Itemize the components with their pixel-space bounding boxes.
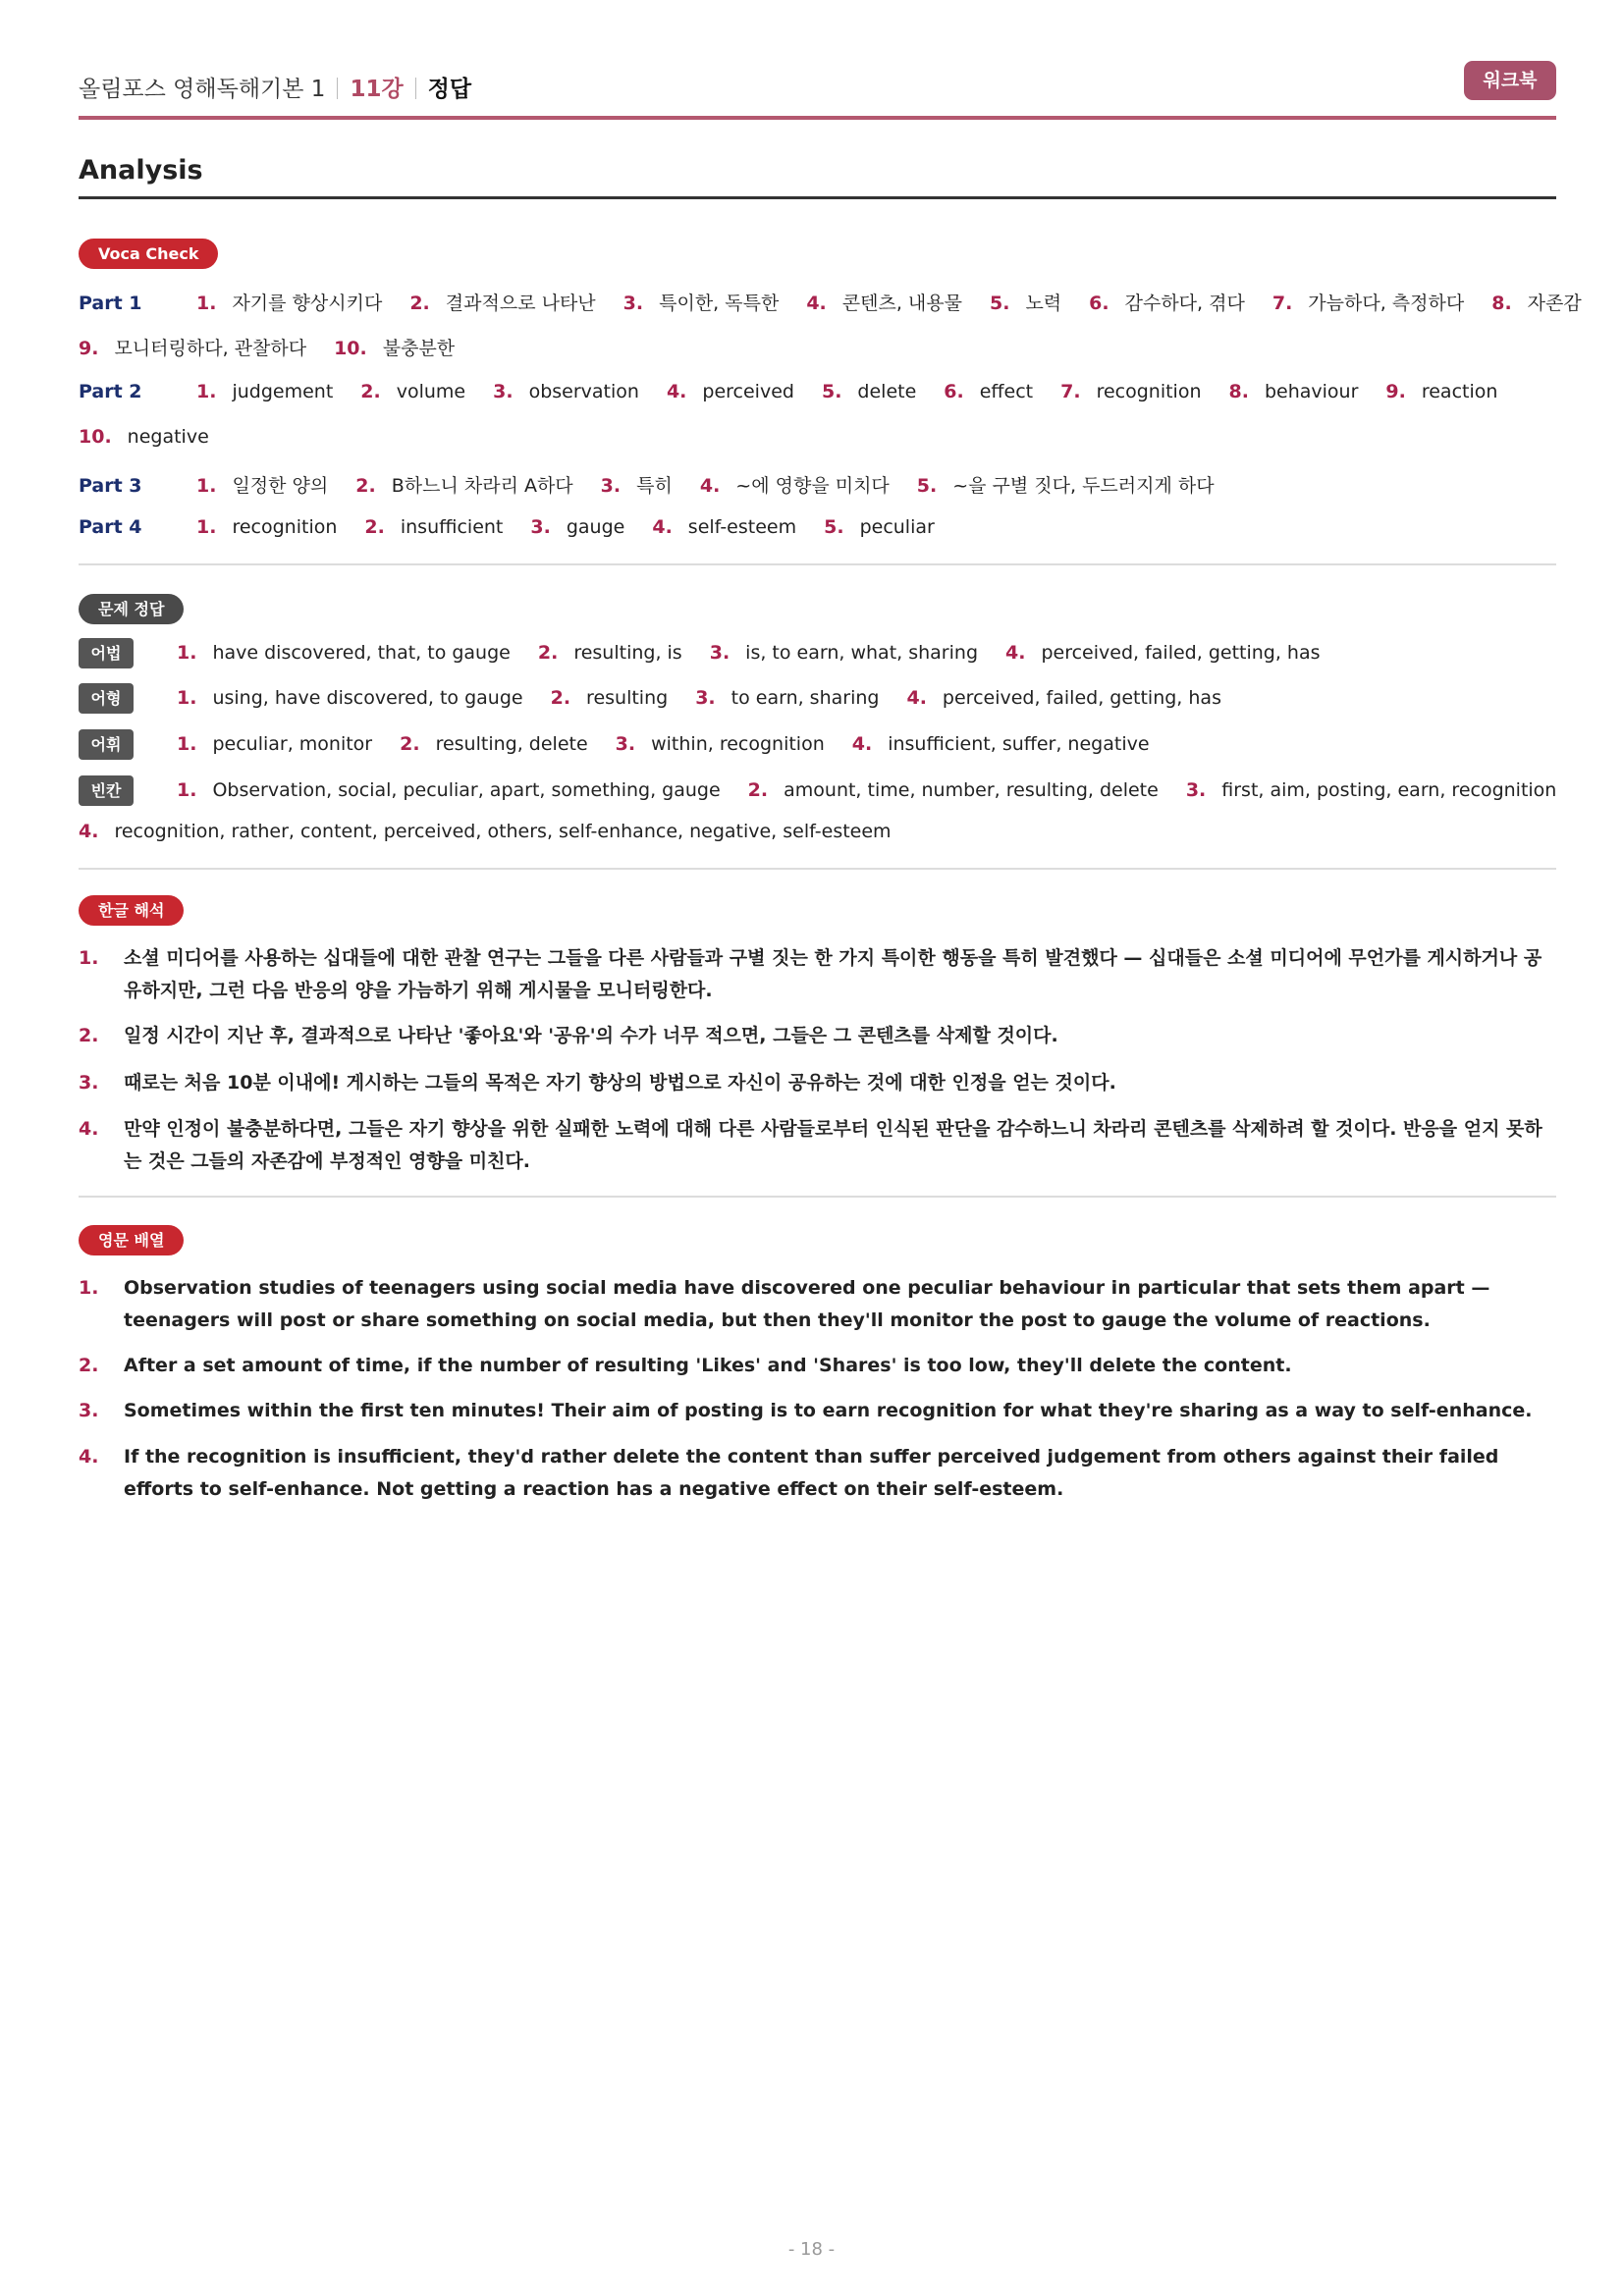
list-item [824, 516, 935, 538]
item-number: 4. [851, 733, 873, 755]
voca-items [79, 338, 482, 359]
list-item [196, 381, 333, 402]
item-number: 3. [79, 1400, 99, 1421]
part-label: Part 2 [79, 381, 142, 402]
list-item [334, 338, 455, 359]
page-number: - 18 - [787, 2239, 836, 2260]
list-item [538, 642, 682, 664]
item-number: 5. [824, 516, 844, 538]
item-number: 8. [1491, 293, 1512, 314]
item-number: 2. [364, 516, 385, 538]
item-number: 1. [177, 733, 197, 755]
list-item [530, 516, 624, 538]
item-text: effect [979, 381, 1034, 402]
item-text: behaviour [1264, 381, 1359, 402]
list-item [601, 475, 673, 497]
list-item [1089, 293, 1245, 314]
item-text: negative [127, 426, 209, 448]
item-text: 결과적으로 나타난 [445, 293, 596, 314]
item-text: delete [857, 381, 917, 402]
list-item [360, 381, 465, 402]
korean-item [79, 1113, 1556, 1178]
item-text: 자존감 [1527, 293, 1582, 314]
english-text: After a set amount of time, if the number of resulting 'Likes' and 'Shares' is too low, they'll delete the content. [124, 1355, 1292, 1376]
item-text: 콘텐츠, 내용물 [841, 293, 962, 314]
voca-part2-row2 [79, 426, 237, 448]
section-divider [79, 563, 1556, 565]
answer-items [177, 687, 1249, 709]
item-number: 8. [1228, 381, 1249, 402]
korean-text: 일정 시간이 지난 후, 결과적으로 나타난 '좋아요'와 '공유'의 수가 너무 적으면, 그들은 그 콘텐츠를 삭제할 것이다. [124, 1025, 1058, 1046]
list-item [400, 733, 588, 755]
item-number: 9. [79, 338, 99, 359]
list-item [1005, 642, 1321, 664]
section-title: 정답 [427, 77, 472, 102]
list-item [667, 381, 794, 402]
grammar-tag: 어법 [79, 638, 134, 668]
item-text: is, to earn, what, sharing [745, 642, 979, 664]
voca-items [196, 475, 1242, 497]
answer-items [177, 642, 1348, 664]
part-label: Part 4 [79, 516, 142, 538]
item-text: 모니터링하다, 관찰하다 [114, 338, 307, 359]
item-number: 2. [537, 642, 559, 664]
list-item [906, 687, 1221, 709]
list-item [623, 293, 780, 314]
list-item [748, 779, 1159, 801]
section-divider [79, 1196, 1556, 1198]
item-text: recognition, rather, content, perceived, others, self-enhance, negative, self-esteem [114, 821, 892, 842]
list-item [990, 293, 1061, 314]
item-text: recognition [1096, 381, 1202, 402]
item-text: first, aim, posting, earn, recognition [1221, 779, 1557, 801]
voca-part1-row [79, 289, 1609, 315]
item-text: 가늠하다, 측정하다 [1308, 293, 1465, 314]
list-item [944, 381, 1033, 402]
list-item [1229, 381, 1359, 402]
voca-items [79, 426, 237, 448]
item-text: Observation, social, peculiar, apart, something, gauge [212, 779, 721, 801]
korean-text: 만약 인정이 불충분하다면, 그들은 자기 향상을 위한 실패한 노력에 대해 다른 사람들로부터 인식된 판단을 감수하느니 차라리 콘텐츠를 삭제하려 할 것이다. 반응을 얻지 못하는 것은 그들의 자존감에 부정적인 영향을 미친다. [124, 1118, 1542, 1172]
item-text: reaction [1421, 381, 1498, 402]
item-text: using, have discovered, to gauge [212, 687, 523, 709]
item-number: 7. [1060, 381, 1081, 402]
answer-items [177, 779, 1584, 801]
item-number: 2. [360, 381, 381, 402]
list-item [196, 293, 382, 314]
book-title: 올림포스 영해독해기본 1 [79, 77, 326, 102]
item-number: 3. [615, 733, 636, 755]
item-number: 1. [196, 381, 217, 402]
english-item [79, 1441, 1556, 1506]
list-item [409, 293, 595, 314]
item-number: 4. [1005, 642, 1026, 664]
list-item [79, 821, 892, 842]
list-item [364, 516, 503, 538]
list-item [79, 426, 209, 448]
answers-blank-row2 [79, 821, 919, 842]
form-tag: 어형 [79, 683, 134, 714]
english-item [79, 1395, 1556, 1427]
item-number: 3. [79, 1072, 99, 1094]
list-item [493, 381, 639, 402]
item-number: 1. [79, 1277, 99, 1299]
item-number: 2. [550, 687, 571, 709]
item-number: 4. [652, 516, 673, 538]
item-text: have discovered, that, to gauge [212, 642, 511, 664]
item-number: 3. [530, 516, 551, 538]
item-number: 3. [1185, 779, 1207, 801]
item-number: 5. [821, 381, 842, 402]
english-item [79, 1272, 1556, 1337]
list-item [1272, 293, 1464, 314]
analysis-title: Analysis [79, 155, 203, 186]
item-text: peculiar [859, 516, 935, 538]
page-header [79, 61, 1556, 118]
item-text: resulting [586, 687, 669, 709]
item-text: observation [528, 381, 639, 402]
answer-items [79, 821, 919, 842]
item-text: insufficient [400, 516, 504, 538]
item-text: ~에 영향을 미치다 [735, 475, 890, 497]
item-number: 3. [600, 475, 622, 497]
list-item [196, 475, 328, 497]
korean-item [79, 1067, 1556, 1099]
item-number: 1. [177, 642, 197, 664]
item-number: 7. [1271, 293, 1293, 314]
item-text: insufficient, suffer, negative [888, 733, 1150, 755]
blank-tag: 빈칸 [79, 775, 134, 806]
voca-items [196, 293, 1609, 314]
vocab-tag: 어휘 [79, 729, 134, 760]
header-title [79, 71, 471, 103]
answers-label: 문제 정답 [79, 594, 184, 624]
item-number: 2. [400, 733, 420, 755]
item-text: within, recognition [651, 733, 825, 755]
item-text: gauge [566, 516, 625, 538]
voca-part3-row [79, 471, 1242, 498]
english-text: Sometimes within the first ten minutes! Their aim of posting is to earn recognition for what they're sharing as a way to self-enhance. [124, 1400, 1533, 1421]
header-divider [337, 78, 338, 99]
item-text: peculiar, monitor [212, 733, 373, 755]
list-item [177, 687, 523, 709]
item-number: 3. [695, 687, 716, 709]
item-number: 2. [409, 293, 430, 314]
list-item [1186, 779, 1557, 801]
list-item [616, 733, 825, 755]
item-text: perceived, failed, getting, has [942, 687, 1221, 709]
answer-items [177, 733, 1177, 755]
part-label: Part 3 [79, 475, 142, 497]
korean-label: 한글 해석 [79, 895, 184, 926]
item-number: 2. [355, 475, 376, 497]
item-text: recognition [232, 516, 338, 538]
voca-part2-row [79, 381, 1525, 402]
header-rule [79, 116, 1556, 120]
list-item [806, 293, 962, 314]
item-number: 6. [1089, 293, 1109, 314]
voca-items [196, 516, 962, 538]
list-item [1491, 293, 1582, 314]
english-text: If the recognition is insufficient, they'd rather delete the content than suffer perceived judgement from others against their failed efforts to self-enhance. Not getting a reaction has a negative effect on their self-esteem. [124, 1446, 1499, 1500]
item-text: 일정한 양의 [232, 475, 329, 497]
item-number: 4. [806, 293, 827, 314]
item-text: 특히 [636, 475, 673, 497]
item-text: perceived [702, 381, 794, 402]
english-text: Observation studies of teenagers using social media have discovered one peculiar behaviour in particular that sets them apart — teenagers will post or share something on social media, but then they'll monitor the post to gauge the volume of reactions. [124, 1277, 1490, 1331]
item-text: judgement [232, 381, 334, 402]
section-divider [79, 868, 1556, 870]
item-number: 1. [196, 293, 217, 314]
answers-grammar-row [79, 638, 1348, 668]
item-number: 5. [916, 475, 938, 497]
item-number: 2. [79, 1355, 99, 1376]
item-text: 감수하다, 겪다 [1124, 293, 1245, 314]
item-text: volume [396, 381, 466, 402]
list-item [652, 516, 796, 538]
item-number: 5. [990, 293, 1010, 314]
item-number: 10. [79, 426, 112, 448]
list-item [177, 779, 721, 801]
item-text: 노력 [1025, 293, 1062, 314]
item-text: B하느니 차라리 A하다 [391, 475, 573, 497]
list-item [695, 687, 879, 709]
header-divider [415, 78, 416, 99]
item-number: 6. [944, 381, 964, 402]
part-label: Part 1 [79, 293, 142, 314]
list-item [79, 338, 306, 359]
item-number: 4. [79, 821, 99, 842]
item-number: 2. [79, 1025, 99, 1046]
item-number: 1. [196, 516, 217, 538]
answers-form-row [79, 683, 1249, 714]
voca-part1-row2 [79, 334, 482, 360]
workbook-badge: 워크북 [1464, 61, 1556, 100]
list-item [700, 475, 890, 497]
item-text: 특이한, 독특한 [659, 293, 780, 314]
item-number: 1. [177, 687, 197, 709]
item-number: 4. [79, 1446, 99, 1468]
list-item [177, 733, 372, 755]
item-number: 1. [79, 947, 99, 969]
item-text: amount, time, number, resulting, delete [784, 779, 1159, 801]
voca-check-label: Voca Check [79, 239, 218, 269]
item-text: to earn, sharing [730, 687, 880, 709]
item-number: 4. [699, 475, 721, 497]
english-item [79, 1350, 1556, 1382]
list-item [710, 642, 978, 664]
list-item [917, 475, 1215, 497]
list-item [1060, 381, 1201, 402]
answers-blank-row [79, 775, 1584, 806]
list-item [1385, 381, 1497, 402]
item-number: 10. [334, 338, 367, 359]
korean-item [79, 1020, 1556, 1052]
item-text: resulting, is [573, 642, 682, 664]
item-number: 4. [79, 1118, 99, 1140]
korean-item [79, 942, 1556, 1007]
item-text: perceived, failed, getting, has [1041, 642, 1321, 664]
item-number: 1. [196, 475, 217, 497]
item-number: 4. [906, 687, 927, 709]
lesson-number: 11강 [350, 77, 404, 102]
analysis-rule [79, 196, 1556, 199]
answers-vocab-row [79, 729, 1177, 760]
korean-text: 때로는 처음 10분 이내에! 게시하는 그들의 목적은 자기 향상의 방법으로 자신이 공유하는 것에 대한 인정을 얻는 것이다. [124, 1072, 1116, 1094]
korean-text: 소셜 미디어를 사용하는 십대들에 대한 관찰 연구는 그들을 다른 사람들과 구별 짓는 한 가지 특이한 행동을 특히 발견했다 — 십대들은 소셜 미디어에 무언가를 게시하거나 공유하지만, 그런 다음 반응의 양을 가늠하기 위해 게시물을 모니터링한다. [124, 947, 1542, 1001]
item-text: 자기를 향상시키다 [232, 293, 383, 314]
voca-items [196, 381, 1525, 402]
item-number: 2. [747, 779, 769, 801]
list-item [177, 642, 511, 664]
item-number: 3. [709, 642, 730, 664]
item-number: 3. [493, 381, 514, 402]
item-text: 불충분한 [382, 338, 456, 359]
item-number: 4. [666, 381, 687, 402]
list-item [196, 516, 337, 538]
list-item [355, 475, 572, 497]
english-label: 영문 배열 [79, 1225, 184, 1255]
list-item [551, 687, 669, 709]
item-text: ~을 구별 짓다, 두드러지게 하다 [952, 475, 1215, 497]
list-item [852, 733, 1150, 755]
list-item [822, 381, 916, 402]
voca-part4-row [79, 516, 962, 538]
item-text: self-esteem [687, 516, 797, 538]
item-number: 9. [1385, 381, 1406, 402]
item-number: 1. [177, 779, 197, 801]
item-text: resulting, delete [435, 733, 588, 755]
item-number: 3. [622, 293, 644, 314]
